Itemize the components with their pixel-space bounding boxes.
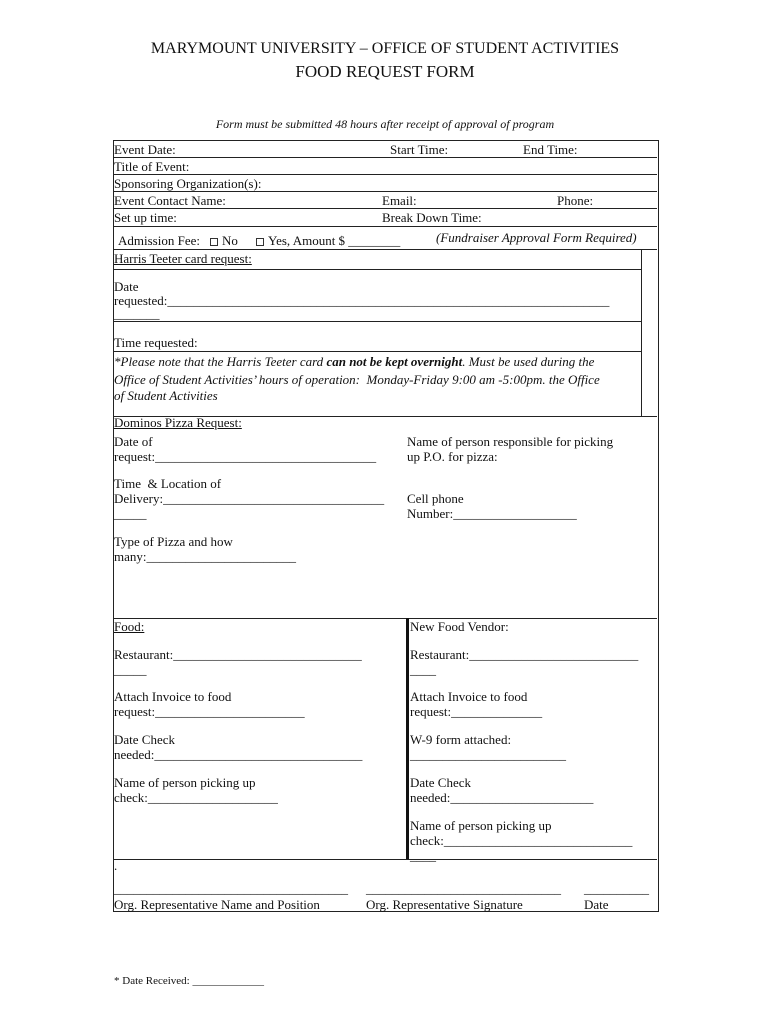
vendor-picker-field[interactable]: check:_____________________________: [410, 833, 633, 848]
food-picker-label: Name of person picking up: [114, 775, 256, 790]
divider: [113, 249, 657, 250]
divider: [641, 249, 642, 416]
email-field[interactable]: Email:: [382, 193, 417, 208]
dominos-time-label: Time & Location of: [114, 476, 222, 491]
dominos-heading: Dominos Pizza Request:: [114, 415, 242, 430]
date-line[interactable]: __________: [584, 881, 649, 896]
breakdown-time-field[interactable]: Break Down Time:: [382, 210, 482, 225]
sponsoring-org-field[interactable]: Sponsoring Organization(s):: [114, 176, 262, 191]
phone-field[interactable]: Phone:: [557, 193, 594, 208]
food-restaurant-blank[interactable]: _____________________________: [173, 647, 362, 662]
divider: [113, 351, 641, 352]
dominos-time-field-cont[interactable]: _____: [114, 506, 147, 521]
dominos-type-label: Type of Pizza and how: [114, 534, 233, 549]
admission-fee-label: Admission Fee:: [118, 233, 200, 248]
form-title: FOOD REQUEST FORM: [295, 62, 475, 81]
food-restaurant-field-cont[interactable]: _____: [114, 662, 147, 677]
vendor-heading: New Food Vendor:: [410, 619, 509, 634]
vendor-invoice-field[interactable]: request:______________: [410, 704, 543, 719]
name-position-line[interactable]: ____________________________________: [114, 881, 348, 896]
harris-time-field[interactable]: Time requested:: [114, 335, 198, 350]
food-invoice-label-2: request:: [114, 704, 156, 719]
start-time-field[interactable]: Start Time:: [390, 142, 449, 157]
setup-time-field[interactable]: Set up time:: [114, 210, 177, 225]
date-label: Date: [584, 897, 609, 912]
vendor-restaurant-field-cont[interactable]: ____: [410, 662, 436, 677]
food-date-check-label: Date Check: [114, 732, 176, 747]
fundraiser-note: (Fundraiser Approval Form Required): [436, 230, 637, 245]
divider: [113, 859, 657, 860]
dominos-date-field[interactable]: request:__________________________________: [114, 449, 377, 464]
header-line1: MARYMOUNT UNIVERSITY – OFFICE OF STUDENT ACTIVITIES: [150, 40, 620, 57]
harris-note-bold: can not be kept overnight: [326, 354, 463, 369]
dominos-cell-label: Cell phone: [407, 491, 464, 506]
harris-heading: Harris Teeter card request:: [114, 251, 252, 266]
signature-line[interactable]: ______________________________: [366, 881, 561, 896]
divider: [113, 191, 657, 192]
admission-no-label: No: [222, 233, 238, 248]
divider: [113, 208, 657, 209]
vendor-date-check-label: Date Check: [410, 775, 472, 790]
divider: [113, 618, 657, 619]
vendor-picker-field-cont[interactable]: ____: [410, 848, 436, 863]
food-invoice-field[interactable]: [114, 704, 305, 719]
checkbox-icon[interactable]: [210, 238, 218, 246]
food-invoice-label: Attach Invoice to food: [114, 689, 232, 704]
event-title-field[interactable]: Title of Event:: [114, 159, 190, 174]
vendor-w9-label: W-9 form attached:: [410, 732, 512, 747]
event-date-field[interactable]: Event Date:: [114, 142, 176, 157]
divider: [113, 226, 657, 227]
food-invoice-blank[interactable]: _______________________: [155, 704, 305, 719]
harris-note-text: *Please note that the Harris Teeter card: [114, 354, 327, 369]
food-restaurant-field[interactable]: [114, 647, 362, 662]
food-date-check-blank[interactable]: ________________________________: [154, 747, 363, 762]
dominos-time-field[interactable]: Delivery:__________________________________: [114, 491, 385, 506]
admission-no-option[interactable]: [210, 233, 238, 248]
signature-label: Org. Representative Signature: [366, 897, 523, 912]
dominos-date-label: Date of: [114, 434, 153, 449]
harris-note: [114, 354, 594, 369]
divider: [113, 174, 657, 175]
harris-note-line3: of Student Activities: [114, 388, 218, 403]
food-picker-label-2: check:: [114, 790, 148, 805]
date-received-field[interactable]: * Date Received: _____________: [114, 975, 264, 987]
food-heading: Food:: [114, 619, 145, 634]
vendor-restaurant-field[interactable]: Restaurant:__________________________: [410, 647, 639, 662]
food-date-check-field[interactable]: [114, 747, 362, 762]
dominos-cell-field[interactable]: Number:___________________: [407, 506, 577, 521]
food-restaurant-label: Restaurant:: [114, 647, 174, 662]
divider: [113, 269, 641, 270]
food-date-check-label-2: needed:: [114, 747, 155, 762]
contact-name-field[interactable]: Event Contact Name:: [114, 193, 226, 208]
signature-dot: .: [114, 858, 118, 873]
column-divider: [406, 618, 409, 859]
admission-yes-option[interactable]: [256, 233, 400, 248]
divider: [113, 157, 657, 158]
dominos-type-field[interactable]: many:_______________________: [114, 549, 296, 564]
vendor-date-check-field[interactable]: needed:______________________: [410, 790, 594, 805]
admission-yes-label: Yes, Amount $ ________: [268, 233, 401, 248]
vendor-w9-field[interactable]: ________________________: [410, 747, 566, 762]
harris-date-label: Date: [114, 279, 139, 294]
name-position-label: Org. Representative Name and Position: [114, 897, 320, 912]
dominos-po-label: Name of person responsible for picking: [407, 434, 614, 449]
dominos-po-field[interactable]: up P.O. for pizza:: [407, 449, 498, 464]
harris-date-field-cont[interactable]: _______: [114, 306, 160, 321]
food-picker-field[interactable]: [114, 790, 278, 805]
food-picker-blank[interactable]: ____________________: [147, 790, 278, 805]
end-time-field[interactable]: End Time:: [523, 142, 578, 157]
form-subtitle: Form must be submitted 48 hours after receipt of approval of program: [215, 117, 555, 131]
checkbox-icon[interactable]: [256, 238, 264, 246]
vendor-picker-label: Name of person picking up: [410, 818, 552, 833]
harris-note-text: . Must be used during the: [462, 354, 595, 369]
harris-note-line2: Office of Student Activities’ hours of operation: Monday-Friday 9:00 am -5:00pm. the Office: [114, 372, 600, 387]
harris-date-field[interactable]: requested:____________________________________________________________________: [114, 293, 610, 308]
vendor-invoice-label: Attach Invoice to food: [410, 689, 528, 704]
divider: [113, 321, 641, 322]
